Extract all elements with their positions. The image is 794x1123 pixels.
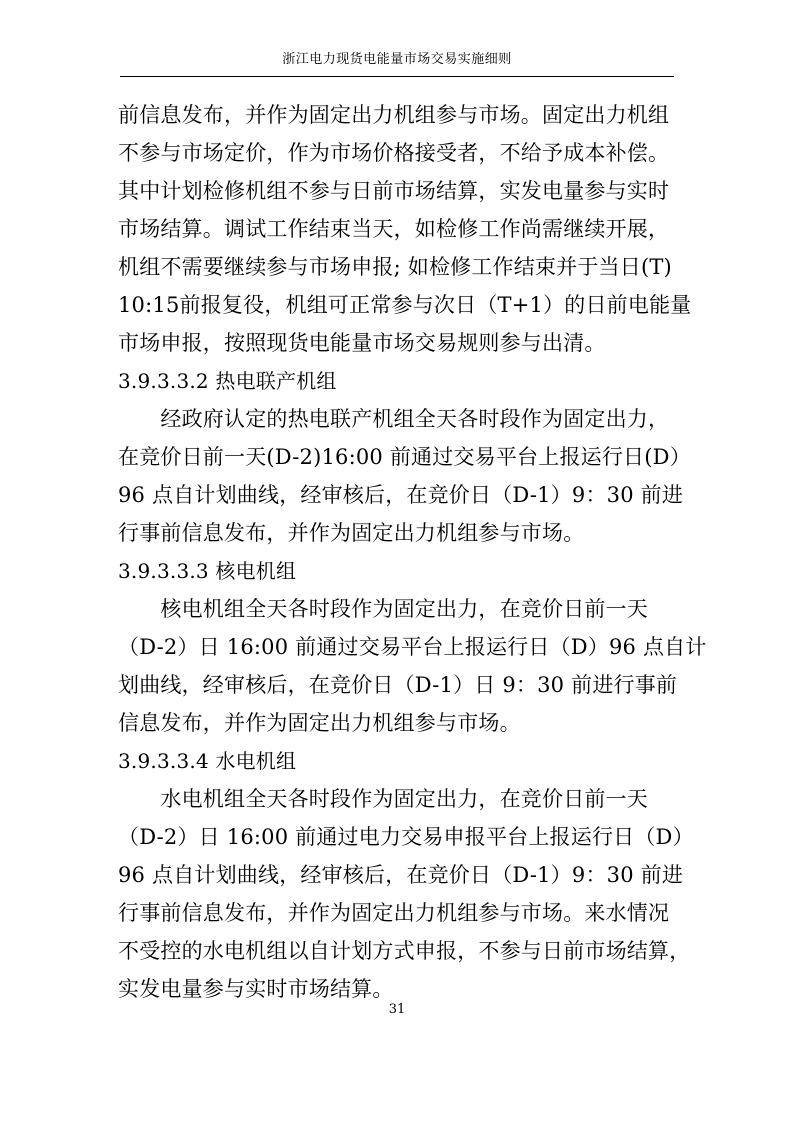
paragraph-line: 经政府认定的热电联产机组全天各时段作为固定出力， [118, 407, 670, 431]
paragraph-line: 不受控的水电机组以自计划方式申报，不参与日前市场结算， [118, 939, 691, 963]
paragraph-line: 不参与市场定价，作为市场价格接受者，不给予成本补偿。 [118, 141, 670, 165]
paragraph-line: 市场结算。调试工作结束当天，如检修工作尚需继续开展， [118, 217, 670, 241]
paragraph-line: 行事前信息发布，并作为固定出力机组参与市场。 [118, 521, 585, 545]
paragraph-line: 96 点自计划曲线，经审核后，在竞价日（D-1）9：30 前进 [118, 863, 684, 887]
paragraph-line: 市场申报，按照现货电能量市场交易规则参与出清。 [118, 331, 606, 355]
header-divider [120, 76, 674, 77]
section-heading-3-9-3-3-3: 3.9.3.3.3 核电机组 [118, 559, 297, 583]
document-body [118, 96, 707, 1008]
section-heading-3-9-3-3-4: 3.9.3.3.4 水电机组 [118, 749, 297, 773]
paragraph-line: 在竞价日前一天(D-2)16:00 前通过交易平台上报运行日(D） [118, 445, 691, 469]
paragraph-line: （D-2）日 16:00 前通过交易平台上报运行日（D）96 点自计 [118, 635, 707, 659]
paragraph-line: 信息发布，并作为固定出力机组参与市场。 [118, 711, 521, 735]
paragraph-line: 前信息发布，并作为固定出力机组参与市场。固定出力机组 [118, 103, 670, 127]
paragraph-line: 其中计划检修机组不参与日前市场结算，实发电量参与实时 [118, 179, 670, 203]
paragraph-line: 行事前信息发布，并作为固定出力机组参与市场。来水情况 [118, 901, 670, 925]
paragraph-line: 核电机组全天各时段作为固定出力，在竞价日前一天 [118, 597, 648, 621]
section-heading-3-9-3-3-2: 3.9.3.3.2 热电联产机组 [118, 369, 337, 393]
page-number: 31 [388, 1002, 406, 1017]
paragraph-line: 96 点自计划曲线，经审核后，在竞价日（D-1）9：30 前进 [118, 483, 684, 507]
running-header: 浙江电力现货电能量市场交易实施细则 [282, 52, 512, 67]
paragraph-line: 水电机组全天各时段作为固定出力，在竞价日前一天 [118, 787, 648, 811]
paragraph-line: 实发电量参与实时市场结算。 [118, 977, 394, 1001]
paragraph-line: 划曲线，经审核后，在竞价日（D-1）日 9：30 前进行事前 [118, 673, 678, 697]
paragraph-line: （D-2）日 16:00 前通过电力交易申报平台上报运行日（D） [118, 825, 694, 849]
paragraph-line: 10:15前报复役，机组可正常参与次日（T+1）的日前电能量 [118, 293, 692, 317]
paragraph-line: 机组不需要继续参与市场申报; 如检修工作结束并于当日(T) [118, 255, 672, 279]
